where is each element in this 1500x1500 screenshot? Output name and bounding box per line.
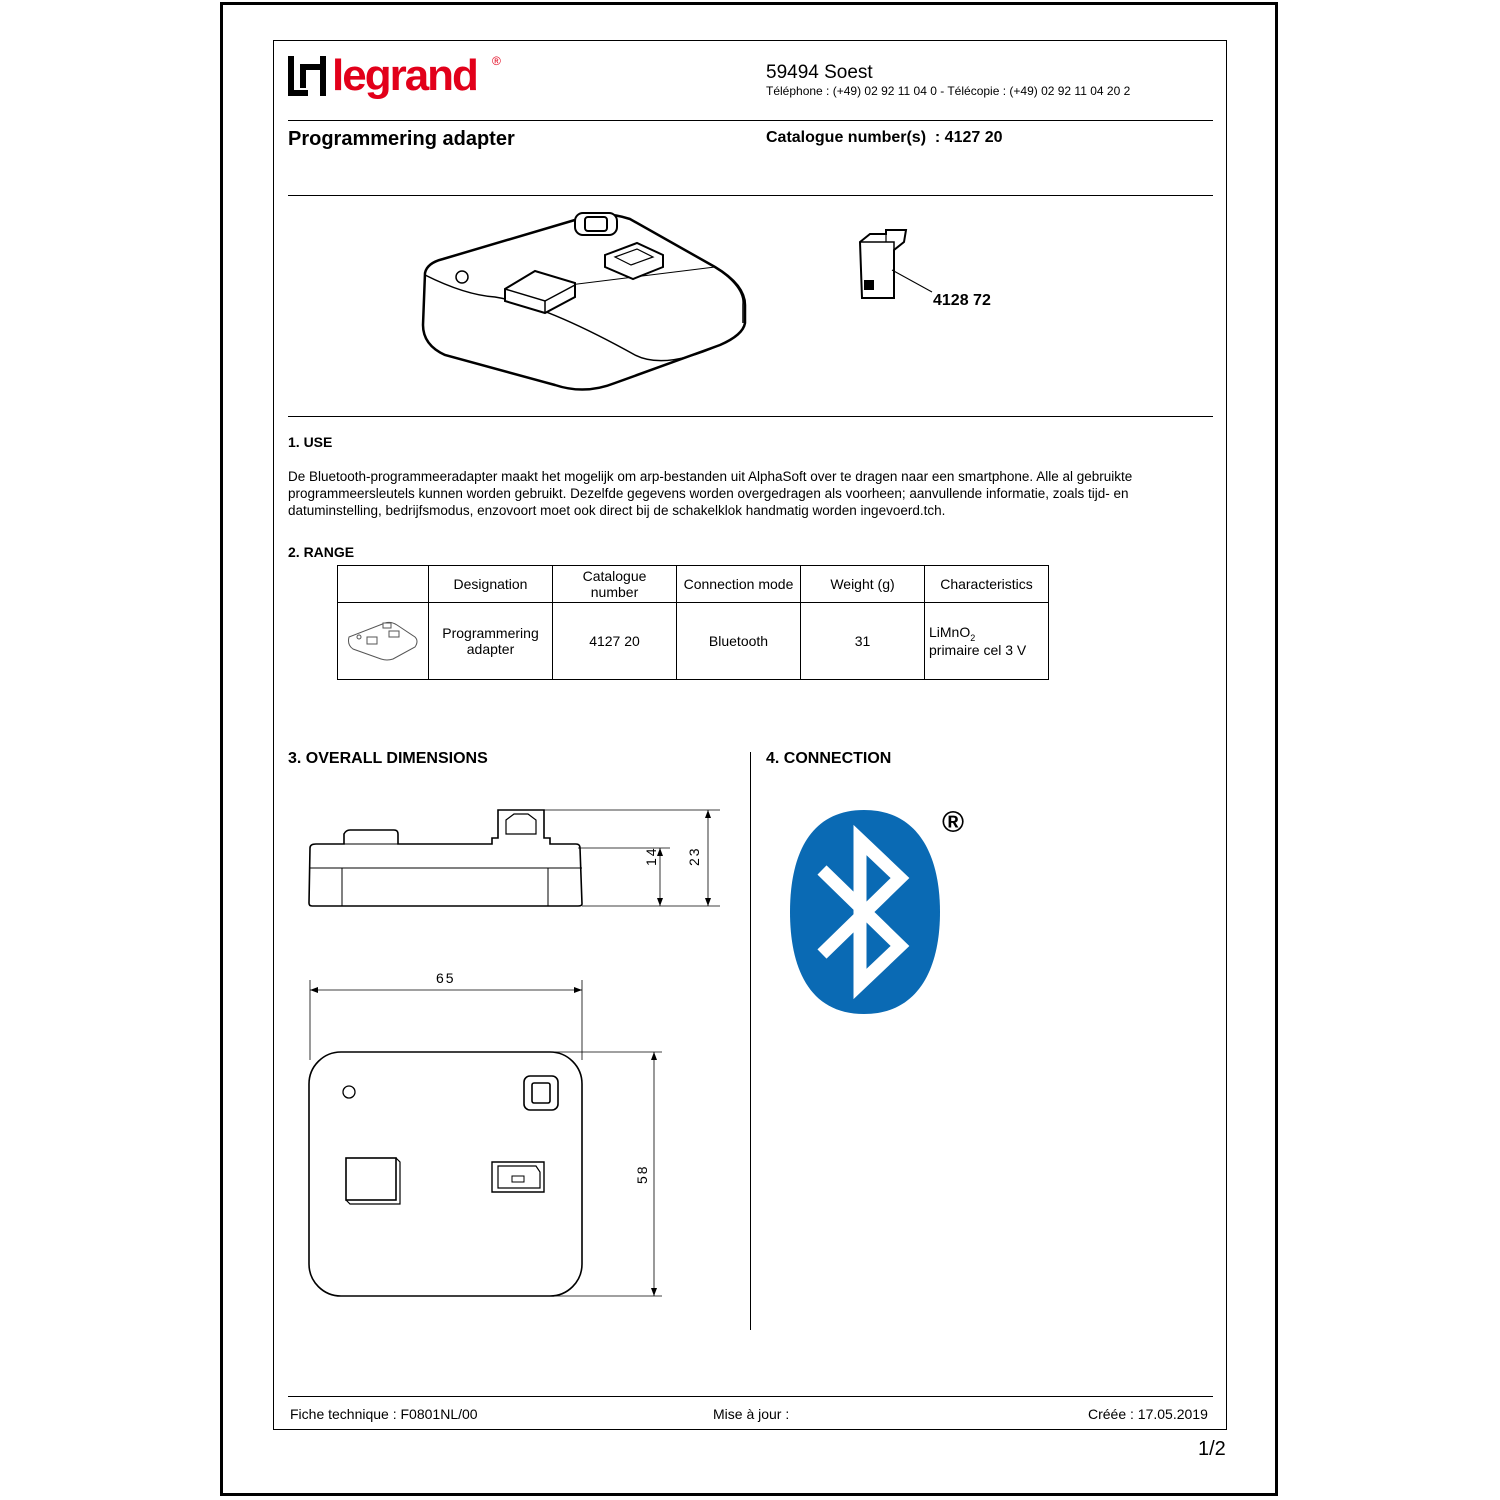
legrand-logo-icon [288,56,328,98]
divider [288,1396,1213,1397]
section-dimensions-title: 3. OVERALL DIMENSIONS [288,750,488,767]
section-use-title: 1. USE [288,434,333,450]
section-range-title: 2. RANGE [288,544,355,560]
section-connection-title: 4. CONNECTION [766,750,892,767]
table-cell-connection: Bluetooth [677,603,801,680]
table-header [338,566,429,603]
dimension-width: 65 [436,970,456,986]
table-cell-characteristics [925,603,1049,680]
table-header-row [338,566,1049,603]
table-header: Connection mode [677,566,801,603]
footer-created: Créée : 17.05.2019 [1088,1406,1208,1422]
brand-registered-mark: ® [492,54,501,68]
brand-logo: legrand [332,51,477,100]
characteristics-formula: LiMnO [929,623,971,640]
divider [288,416,1213,417]
footer-update: Mise à jour : [713,1406,790,1422]
page-number: 1/2 [1198,1438,1226,1460]
accessory-reference: 4128 72 [933,292,991,309]
table-header: Catalogue number [553,566,677,603]
dimension-drawing [300,800,730,1310]
bluetooth-registered-mark: ® [942,806,965,839]
table-header: Characteristics [925,566,1049,603]
address-phone: Téléphone : (+49) 02 92 11 04 0 - Télécopie : (+49) 02 92 11 04 20 2 [766,84,1131,98]
dimension-height-total: 23 [686,846,702,866]
characteristics-line2: primaire cel 3 V [929,642,1027,659]
divider [288,120,1213,121]
dimension-depth: 58 [634,1164,650,1184]
characteristics-subscript: 2 [970,632,976,643]
table-cell-weight: 31 [801,603,925,680]
page-title: Programmering adapter [288,128,515,150]
dimension-height-body: 14 [643,846,659,866]
table-header: Designation [429,566,553,603]
table-cell-image [338,603,429,680]
divider [288,195,1213,196]
table-cell-catalogue: 4127 20 [553,603,677,680]
table-cell-designation: Programmering adapter [429,603,553,680]
address-city: 59494 Soest [766,62,873,83]
table-row [338,603,1049,680]
catalogue-number: Catalogue number(s) : 4127 20 [766,129,1003,146]
product-illustration [415,205,755,405]
footer-fiche: Fiche technique : F0801NL/00 [290,1406,478,1422]
bluetooth-icon [788,808,943,1016]
range-table [337,565,1049,680]
section-use-text: De Bluetooth-programmeeradapter maakt het mogelijk om arp-bestanden uit AlphaSoft over te dragen naar een smartphone. Alle al gebruikte programmeersleutels kunnen worden gebruikt. Dezelfde gegevens worden overgedragen als voorheen; aanvullende informatie, zoals tijd- en datuminstelling, bedrijfsmodus, enzovoort moet ook direct bij de schakelklok handmatig worden ingevoerd.tch. [288,469,1133,518]
product-thumbnail [345,615,421,665]
table-header: Weight (g) [801,566,925,603]
column-divider [750,752,751,1330]
